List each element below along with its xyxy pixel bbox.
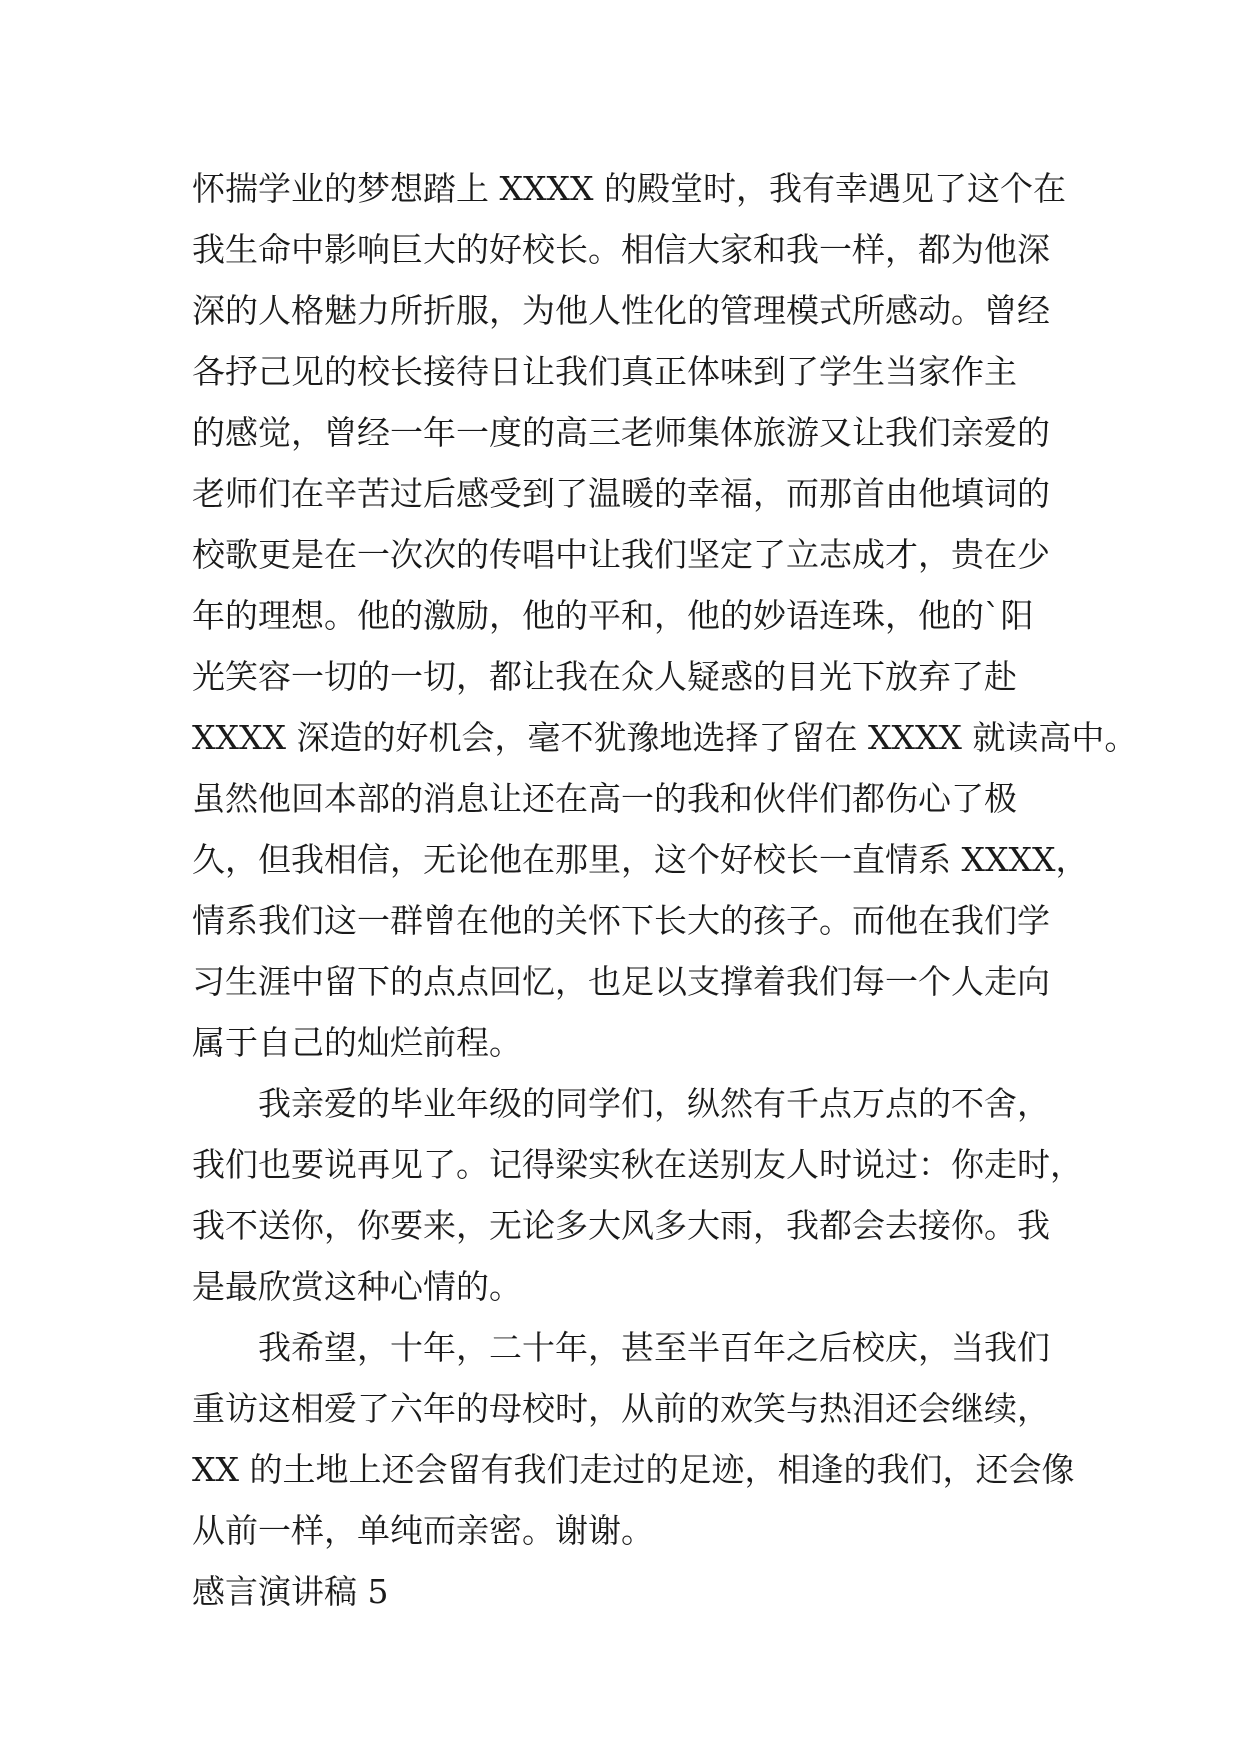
- paragraph-1: [192, 158, 1138, 1073]
- text-line: 我们也要说再见了。记得梁实秋在送别友人时说过：你走时，: [192, 1145, 1083, 1184]
- text-line: 从前一样，单纯而亲密。谢谢。: [192, 1511, 654, 1550]
- text-line: 重访这相爱了六年的母校时，从前的欢笑与热泪还会继续，: [192, 1389, 1050, 1428]
- paragraph-3: [192, 1317, 1075, 1561]
- text-line: 各抒己见的校长接待日让我们真正体味到了学生当家作主: [192, 352, 1017, 391]
- text-line: 习生涯中留下的点点回忆，也足以支撑着我们每一个人走向: [192, 962, 1050, 1001]
- text-line: XX 的土地上还会留有我们走过的足迹，相逢的我们，还会像: [192, 1450, 1075, 1489]
- text-line: 虽然他回本部的消息让还在高一的我和伙伴们都伤心了极: [192, 779, 1017, 818]
- text-line: 我不送你，你要来，无论多大风多大雨，我都会去接你。我: [192, 1206, 1050, 1245]
- text-line: 年的理想。他的激励，他的平和，他的妙语连珠，他的`阳: [192, 596, 1034, 635]
- text-line: 光笑容一切的一切，都让我在众人疑惑的目光下放弃了赴: [192, 657, 1017, 696]
- text-line: 我希望，十年，二十年，甚至半百年之后校庆，当我们: [258, 1328, 1050, 1367]
- text-line: 久，但我相信，无论他在那里，这个好校长一直情系 XXXX，: [192, 840, 1089, 879]
- text-line: 我生命中影响巨大的好校长。相信大家和我一样，都为他深: [192, 230, 1050, 269]
- text-line: 深的人格魅力所折服，为他人性化的管理模式所感动。曾经: [192, 291, 1050, 330]
- text-line: 情系我们这一群曾在他的关怀下长大的孩子。而他在我们学: [192, 901, 1050, 940]
- text-line: 是最欣赏这种心情的。: [192, 1267, 522, 1306]
- text-line: XXXX 深造的好机会，毫不犹豫地选择了留在 XXXX 就读高中。: [192, 718, 1138, 757]
- text-line: 老师们在辛苦过后感受到了温暖的幸福，而那首由他填词的: [192, 474, 1050, 513]
- text-line: 的感觉，曾经一年一度的高三老师集体旅游又让我们亲爱的: [192, 413, 1050, 452]
- text-line: 属于自己的灿烂前程。: [192, 1023, 522, 1062]
- section-heading: 感言演讲稿 5: [192, 1572, 389, 1611]
- text-line: 怀揣学业的梦想踏上 XXXX 的殿堂时，我有幸遇见了这个在: [192, 169, 1066, 208]
- paragraph-2: [192, 1073, 1083, 1317]
- document-body: [192, 158, 1138, 1622]
- text-line: 我亲爱的毕业年级的同学们，纵然有千点万点的不舍，: [258, 1084, 1050, 1123]
- text-line: 校歌更是在一次次的传唱中让我们坚定了立志成才，贵在少: [192, 535, 1050, 574]
